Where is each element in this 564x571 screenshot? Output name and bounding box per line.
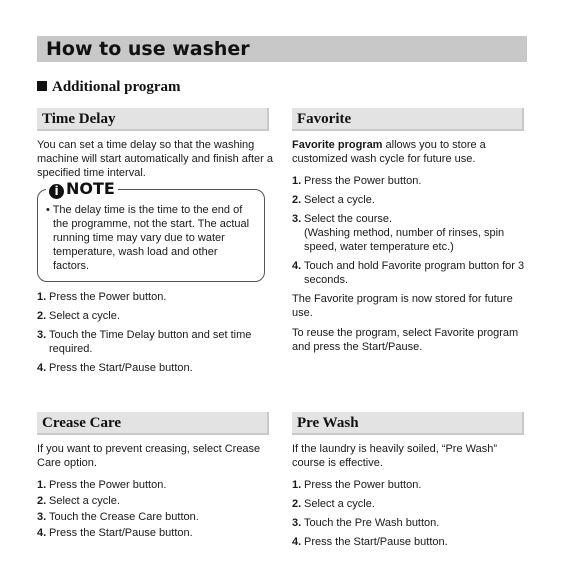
time-delay-steps: [37, 290, 277, 375]
pre-wash-section: [292, 412, 527, 554]
list-item: 3. Touch the Pre Wash button.: [292, 517, 440, 529]
square-bullet-icon: [37, 81, 47, 91]
favorite-section: [292, 108, 527, 354]
list-item: 4. Press the Start/Pause button.: [292, 536, 448, 548]
pre-wash-title: Pre Wash: [292, 412, 524, 435]
list-item: 3. Touch the Time Delay button and set time required.: [37, 329, 252, 355]
list-item: 2. Select a cycle.: [37, 495, 120, 507]
favorite-title: Favorite: [292, 108, 524, 131]
crease-care-steps: [37, 478, 277, 540]
time-delay-intro: You can set a time delay so that the washing machine will start automatically and finish after a specified time interval.: [37, 139, 273, 179]
page-title: How to use washer: [37, 36, 527, 62]
favorite-intro-bold: Favorite program: [292, 139, 383, 151]
favorite-reuse-text: To reuse the program, select Favorite program and press the Start/Pause.: [292, 327, 519, 353]
list-item: 3. Touch the Crease Care button.: [37, 511, 199, 523]
time-delay-section: [37, 108, 277, 380]
favorite-intro-rest: allows you to store a customized wash cycle for future use.: [292, 139, 486, 165]
note-text: • The delay time is the time to the end of the programme, not the start. The actual running time may vary due to water temperature, wash load and other factors.: [46, 204, 250, 272]
list-item: 4. Touch and hold Favorite program button for 3 seconds.: [292, 260, 525, 286]
favorite-steps: [292, 174, 527, 287]
note-heading: [46, 179, 118, 199]
list-item: 2. Select a cycle.: [292, 498, 375, 510]
time-delay-title: Time Delay: [37, 108, 269, 131]
subsection-title: Additional program: [52, 79, 181, 95]
note-title: NOTE: [66, 179, 115, 198]
favorite-stored-text: The Favorite program is now stored for future use.: [292, 293, 513, 319]
crease-care-title: Crease Care: [37, 412, 269, 435]
pre-wash-intro: If the laundry is heavily soiled, “Pre Wash” course is effective.: [292, 443, 498, 469]
list-item: 4. Press the Start/Pause button.: [37, 362, 193, 374]
list-item: 2. Select a cycle.: [292, 194, 375, 206]
list-item: 1. Press the Power button.: [37, 479, 167, 491]
list-item: 1. Press the Power button.: [292, 479, 422, 491]
subsection-heading: [37, 79, 181, 96]
list-item: 1. Press the Power button.: [37, 291, 167, 303]
favorite-intro: [292, 138, 527, 166]
pre-wash-steps: [292, 478, 527, 549]
note-box: [37, 179, 265, 282]
list-item: 1. Press the Power button.: [292, 175, 422, 187]
list-item: 3. Select the course. (Washing method, number of rinses, spin speed, water temperature etc.): [292, 213, 505, 253]
crease-care-intro: If you want to prevent creasing, select Crease Care option.: [37, 443, 261, 469]
crease-care-section: [37, 412, 277, 542]
info-icon: i: [49, 184, 64, 199]
list-item: 4. Press the Start/Pause button.: [37, 527, 193, 539]
list-item: 2. Select a cycle.: [37, 310, 120, 322]
